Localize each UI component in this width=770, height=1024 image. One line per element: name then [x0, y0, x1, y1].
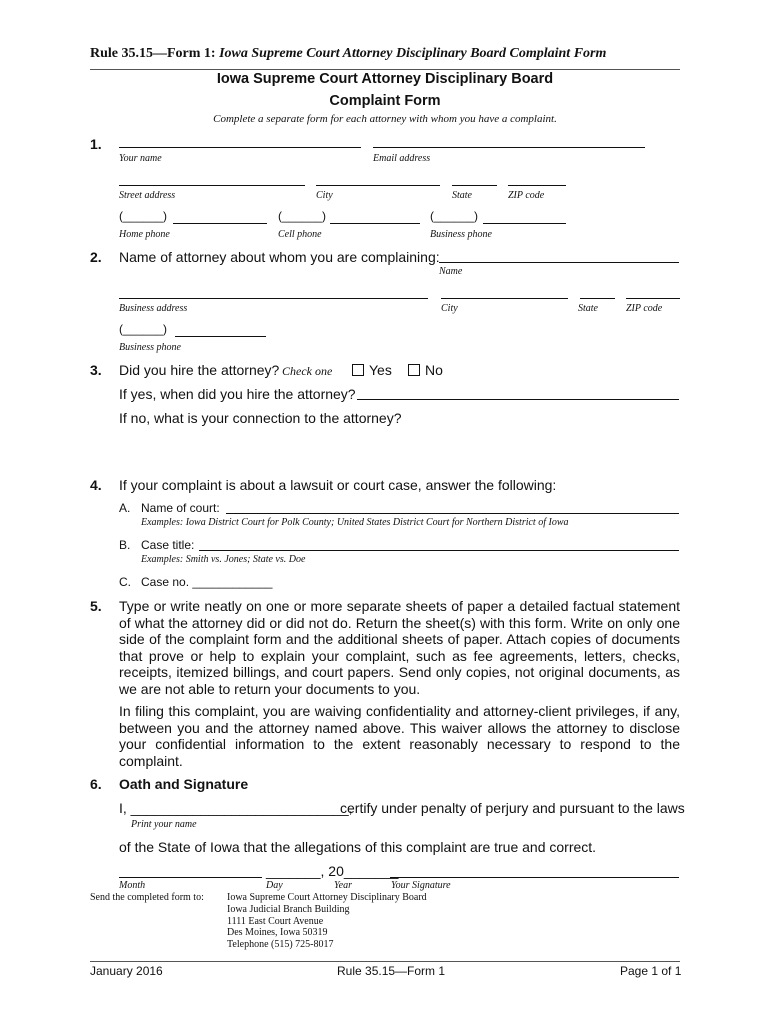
city-field[interactable] [316, 185, 440, 186]
section-6-number: 6. [90, 776, 102, 792]
email-address-label: Email address [373, 153, 431, 164]
confidentiality-waiver: In filing this complaint, you are waiving confidentiality and attorney-client privileges, if any, between you and the attorney named above. This waiver allows the attorney to disclose your confidential information to the extent reasonably necessary to respond to the complaint. [119, 703, 680, 769]
signature-field[interactable] [390, 877, 679, 878]
yes-label: Yes [369, 362, 392, 378]
address-line: Iowa Supreme Court Attorney Disciplinary Board [227, 892, 427, 903]
attorney-name-question: Name of attorney about whom you are complaining: [119, 249, 440, 265]
footer-page-number: Page 1 of 1 [620, 964, 682, 978]
cell-phone-label: Cell phone [278, 229, 322, 240]
page-title: Iowa Supreme Court Attorney Disciplinary Board [216, 71, 554, 87]
attorney-city-field[interactable] [441, 298, 568, 299]
section-1-number: 1. [90, 136, 102, 152]
zip-code-label: ZIP code [508, 190, 545, 201]
section-4-number: 4. [90, 477, 102, 493]
street-address-field[interactable] [119, 185, 305, 186]
section-5-number: 5. [90, 598, 102, 614]
attorney-zip-label: ZIP code [626, 303, 663, 314]
send-to-label: Send the completed form to: [90, 892, 204, 903]
no-checkbox[interactable] [408, 364, 420, 376]
header-rule-prefix: Rule 35.15—Form 1: [90, 46, 216, 61]
address-line: 1111 East Court Avenue [227, 915, 324, 927]
mailing-address [227, 892, 427, 951]
email-address-field[interactable] [373, 147, 645, 148]
factual-statement-instructions: Type or write neatly on one or more separate sheets of paper a detailed factual statement of what the attorney did or did not do. Return the sheet(s) with this form. Write on only one side of the complaint form and the additional sheets of paper. Attach copies of documents that prove or help to explain your complaint, such as fee agreements, letters, checks, receipts, itemized billings, and court papers. Send only copies, not original documents, as we are not able to return your documents to you. [119, 598, 680, 697]
certify-statement: certify under penalty of perjury and pursuant to the laws [340, 800, 685, 816]
header-rule-title: Iowa Supreme Court Attorney Disciplinary Board Complaint Form [219, 46, 607, 61]
address-line: Des Moines, Iowa 50319 [227, 927, 328, 939]
your-name-label: Your name [119, 153, 162, 164]
attorney-name-label: Name [439, 266, 463, 277]
attorney-business-phone-field[interactable] [175, 336, 266, 337]
street-address-label: Street address [119, 190, 176, 201]
cell-phone-field[interactable] [330, 223, 420, 224]
item-b-letter: B. [119, 538, 131, 552]
hire-question: Did you hire the attorney? [119, 362, 280, 378]
month-label: Month [119, 880, 146, 891]
business-phone-label: Business phone [430, 229, 492, 240]
attorney-zip-field[interactable] [626, 298, 680, 299]
case-title-examples: Examples: Smith vs. Jones; State vs. Doe [141, 554, 306, 565]
case-title-field[interactable] [199, 550, 679, 551]
zip-code-field[interactable] [508, 185, 566, 186]
city-label: City [316, 190, 333, 201]
day-label: Day [266, 880, 283, 891]
signature-label: Your Signature [391, 880, 451, 891]
month-field[interactable] [119, 877, 262, 878]
item-c-letter: C. [119, 575, 131, 589]
attorney-business-phone-label: Business phone [119, 342, 181, 353]
footer-date: January 2016 [90, 964, 163, 978]
home-phone-label: Home phone [119, 229, 170, 240]
case-title-label: Case title: [141, 538, 195, 552]
yes-checkbox[interactable] [352, 364, 364, 376]
no-label: No [425, 362, 443, 378]
item-a-letter: A. [119, 501, 131, 515]
court-examples: Examples: Iowa District Court for Polk County; United States District Court for Northern District of Iowa [141, 517, 569, 528]
print-name-label: Print your name [131, 819, 197, 830]
attorney-state-label: State [578, 303, 598, 314]
section-3-number: 3. [90, 362, 102, 378]
case-number-field[interactable]: Case no. ____________ [141, 575, 273, 589]
section-2-number: 2. [90, 249, 102, 265]
cell-phone-area-code: (______) [278, 209, 327, 223]
business-phone-field[interactable] [483, 223, 566, 224]
your-name-field[interactable] [119, 147, 361, 148]
page-subtitle: Complaint Form [329, 93, 441, 109]
attorney-state-field[interactable] [580, 298, 615, 299]
state-field[interactable] [452, 185, 497, 186]
attorney-city-label: City [441, 303, 458, 314]
business-phone-area-code: (______) [430, 209, 479, 223]
attorney-business-address-label: Business address [119, 303, 188, 314]
if-yes-question: If yes, when did you hire the attorney? [119, 386, 356, 402]
state-label: State [452, 190, 472, 201]
header-divider [90, 69, 680, 70]
hire-date-field[interactable] [357, 399, 679, 400]
instruction-text: Complete a separate form for each attorney with whom you have a complaint. [213, 113, 557, 125]
lawsuit-intro: If your complaint is about a lawsuit or court case, answer the following: [119, 477, 557, 493]
if-no-question: If no, what is your connection to the attorney? [119, 410, 402, 426]
name-of-court-label: Name of court: [141, 501, 220, 515]
year-label: Year [334, 880, 352, 891]
footer-divider [90, 961, 680, 962]
oath-heading: Oath and Signature [119, 776, 249, 792]
name-of-court-field[interactable] [226, 513, 679, 514]
attorney-name-field[interactable] [439, 262, 679, 263]
state-of-iowa-statement: of the State of Iowa that the allegations of this complaint are true and correct. [119, 839, 597, 855]
header-rule [90, 46, 606, 62]
footer-rule: Rule 35.15—Form 1 [337, 964, 446, 978]
address-line: Iowa Judicial Branch Building [227, 903, 350, 915]
attorney-phone-area-code: (______) [119, 322, 168, 336]
print-name-field[interactable]: I, ____________________________, [119, 800, 353, 816]
check-one-label: Check one [282, 364, 333, 378]
day-year-field[interactable]: _______, 20_______ [266, 863, 399, 879]
address-line: Telephone (515) 725-8017 [227, 939, 334, 951]
home-phone-field[interactable] [173, 223, 267, 224]
attorney-business-address-field[interactable] [119, 298, 428, 299]
home-phone-area-code: (______) [119, 209, 168, 223]
